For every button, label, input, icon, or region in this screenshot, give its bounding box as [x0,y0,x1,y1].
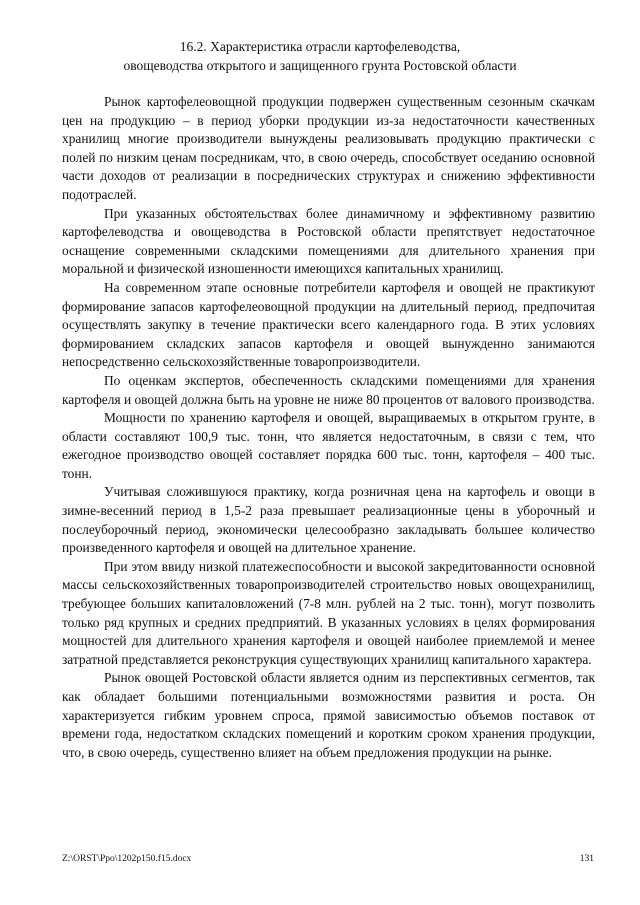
page-number: 131 [579,854,594,864]
paragraph-1: Рынок картофелеовощной продукции подвержен существенным сезонным скачкам цен на продукцию – в период уборки продукции из-за недостаточности качественных хранилищ многие производители вынуждены реализовывать продукцию практически с полей по низким ценам посредникам, что, в свою очередь, способствует оседанию основной части доходов от реализации в посреднических структурах и снижению эффективности подотраслей. [62,94,595,202]
document-body [62,93,595,762]
paragraph-4: По оценкам экспертов, обеспеченность складскими помещениями для хранения картофеля и овощей должна быть на уровне не ниже 80 процентов от валового производства. [62,372,595,407]
section-title-line-2: овощеводства открытого и защищенного грунта Ростовской области [123,58,517,73]
paragraph-8: Рынок овощей Ростовской области является одним из перспективных сегментов, так как обладает большими потенциальными возможностями развития и роста. Он характеризуется гибким уровнем спроса, прямой зависимостью объемов поставок от времени года, недостатком складских помещений и коротким сроком хранения продукции, что, в свою очередь, существенно влияет на объем предложения продукции на рынке. [62,670,595,760]
paragraph-3: На современном этапе основные потребители картофеля и овощей не практикуют формирование запасов картофелеовощной продукции на длительный период, предпочитая осуществлять закупку в течение практически всего календарного года. В этих условиях формированием складских запасов картофеля и овощей вынужденно занимаются непосредственно сельскохозяйственные товаропроизводители. [62,279,595,370]
section-title-line-1: 16.2. Характеристика отрасли картофелеводства, [179,39,461,54]
footer-file-path: Z:\ORST\Ppo\1202p150.f15.docx [62,854,192,864]
paragraph-6: Учитывая сложившуюся практику, когда розничная цена на картофель и овощи в зимне-весенний период в 1,5-2 раза превышает реализационные цены в уборочный и послеуборочный период, экономически целесообразно закладывать большее количество произведенного картофеля и овощей на длительное хранение. [62,484,595,556]
paragraph-2: При указанных обстоятельствах более динамичному и эффективному развитию картофелеводства и овощеводства в Ростовской области препятствует недостаточное оснащение современными складскими помещениями для длительного хранения при моральной и физической изношенности имеющихся капитальных хранилищ. [62,205,595,277]
section-title [60,37,580,75]
paragraph-7: При этом ввиду низкой платежеспособности и высокой закредитованности основной массы сельскохозяйственных товаропроизводителей строительство новых овощехранилищ, требующее больших капиталовложений (7-8 млн. рублей на 2 тыс. тонн), могут позволить только ряд крупных и средних предприятий. В указанных условиях в целях формирования мощностей для длительного хранения картофеля и овощей наиболее приемлемой и менее затратной представляется реконструкция существующих хранилищ капитального характера. [62,558,595,667]
paragraph-5: Мощности по хранению картофеля и овощей, выращиваемых в открытом грунте, в области составляют 100,9 тыс. тонн, что является недостаточным, в связи с тем, что ежегодное производство овощей составляет порядка 600 тыс. тонн, картофеля – 400 тыс. тонн. [62,410,595,481]
